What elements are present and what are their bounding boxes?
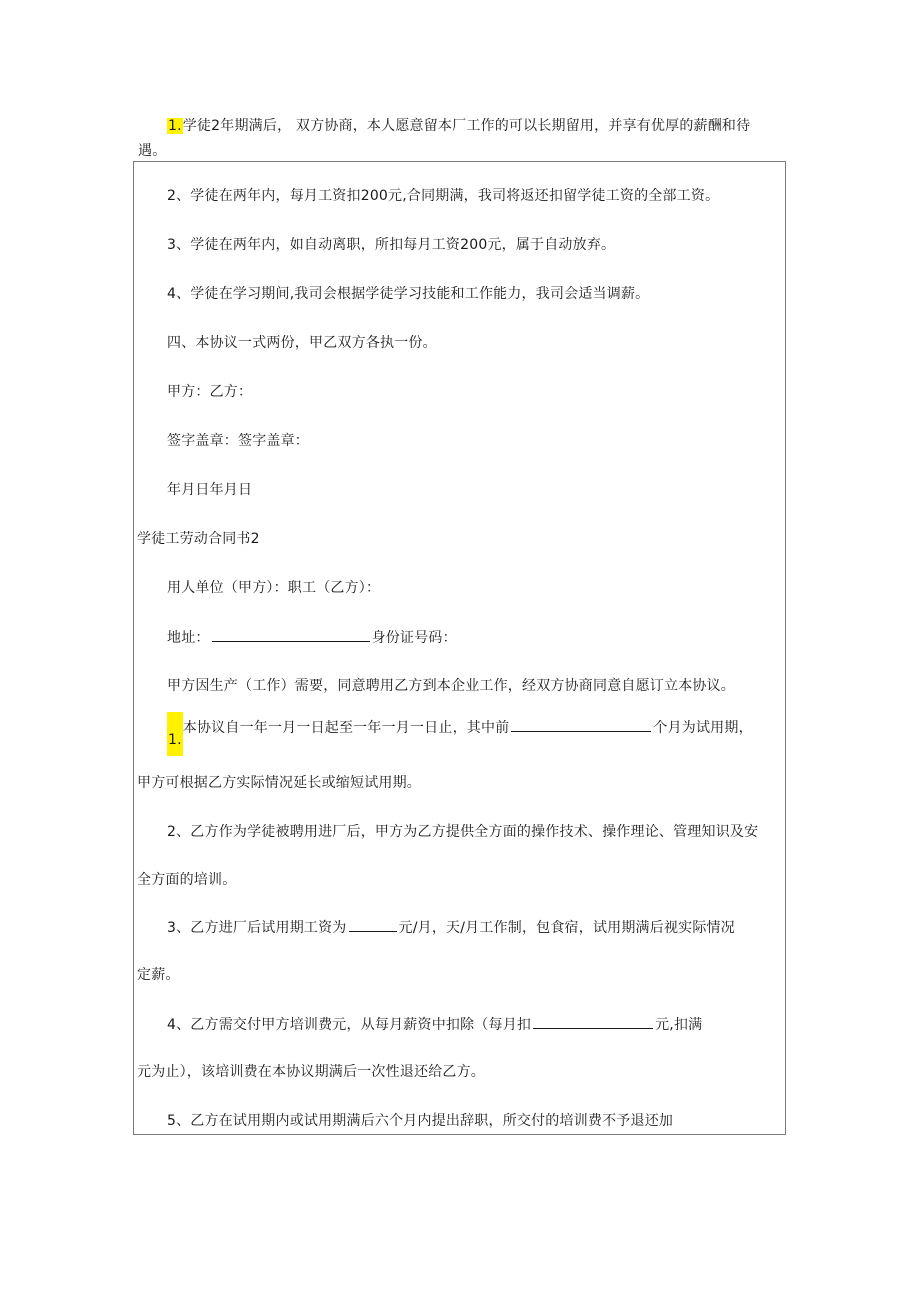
clause-3-text-a: 3、乙方进厂后试用期工资为 [167,920,347,936]
clause-1-term [167,700,753,746]
address-blank [212,627,370,642]
signature-line: 签字盖章：签字盖章： [167,433,309,449]
clause-3-continued: 定薪。 [137,967,180,983]
monthly-deduction-blank [533,1014,653,1029]
clause-1-text-a: 本协议自一年一月一日起至一年一月一日止，其中前 [182,720,510,736]
clause-2-training-line-2: 全方面的培训。 [137,872,237,888]
preamble-line: 甲方因生产（工作）需要，同意聘用乙方到本企业工作，经双方协商同意自愿订立本协议。 [167,678,735,694]
address-id-line [167,627,457,648]
intro-text: 学徒2年期满后， 双方协商，本人愿意留本厂工作的可以长期留用，并享有优厚的薪酬和待 [182,118,751,134]
highlighted-number: 1. [168,118,182,134]
intro-line-1 [167,116,750,136]
clause-4-text-b: 元,扣满 [655,1017,703,1033]
clause-four-copies: 四、本协议一式两份，甲乙双方各执一份。 [167,335,437,351]
clause-3-resignation: 3、学徒在两年内，如自动离职，所扣每月工资200元，属于自动放弃。 [167,237,616,253]
document-frame [133,161,786,1135]
highlighted-number: 1. [167,712,183,756]
clause-1-text-b: 个月为试用期， [653,720,753,736]
date-line: 年月日年月日 [167,482,253,498]
clause-1-continued: 甲方可根据乙方实际情况延长或缩短试用期。 [137,775,421,791]
employer-employee-line: 用人单位（甲方）：职工（乙方）： [167,580,381,596]
intro-line-2: 遇。 [138,143,167,159]
address-label: 地址： [167,630,210,646]
clause-2-salary-deduction: 2、学徒在两年内，每月工资扣200元,合同期满，我司将返还扣留学徒工资的全部工资。 [167,188,720,204]
clause-4-continued: 元为止），该培训费在本协议期满后一次性退还给乙方。 [137,1064,485,1080]
salary-blank [349,917,397,932]
contract-2-title: 学徒工劳动合同书2 [137,531,260,547]
id-label: 身份证号码： [371,630,457,646]
probation-months-blank [511,717,651,732]
clause-4-salary-adjust: 4、学徒在学习期间,我司会根据学徒学习技能和工作能力，我司会适当调薪。 [167,286,650,302]
clause-3-text-b: 元/月，天/月工作制，包食宿，试用期满后视实际情况 [398,920,735,936]
clause-4-text-a: 4、乙方需交付甲方培训费元，从每月薪资中扣除（每月扣 [167,1017,532,1033]
clause-3-probation-salary [167,917,735,938]
clause-2-training-line-1: 2、乙方作为学徒被聘用进厂后，甲方为乙方提供全方面的操作技术、操作理论、管理知识及安 [167,824,759,840]
clause-5-resignation-fee: 5、乙方在试用期内或试用期满后六个月内提出辞职，所交付的培训费不予退还加 [167,1113,674,1129]
parties-line: 甲方：乙方： [167,384,253,400]
clause-4-training-fee [167,1014,702,1035]
